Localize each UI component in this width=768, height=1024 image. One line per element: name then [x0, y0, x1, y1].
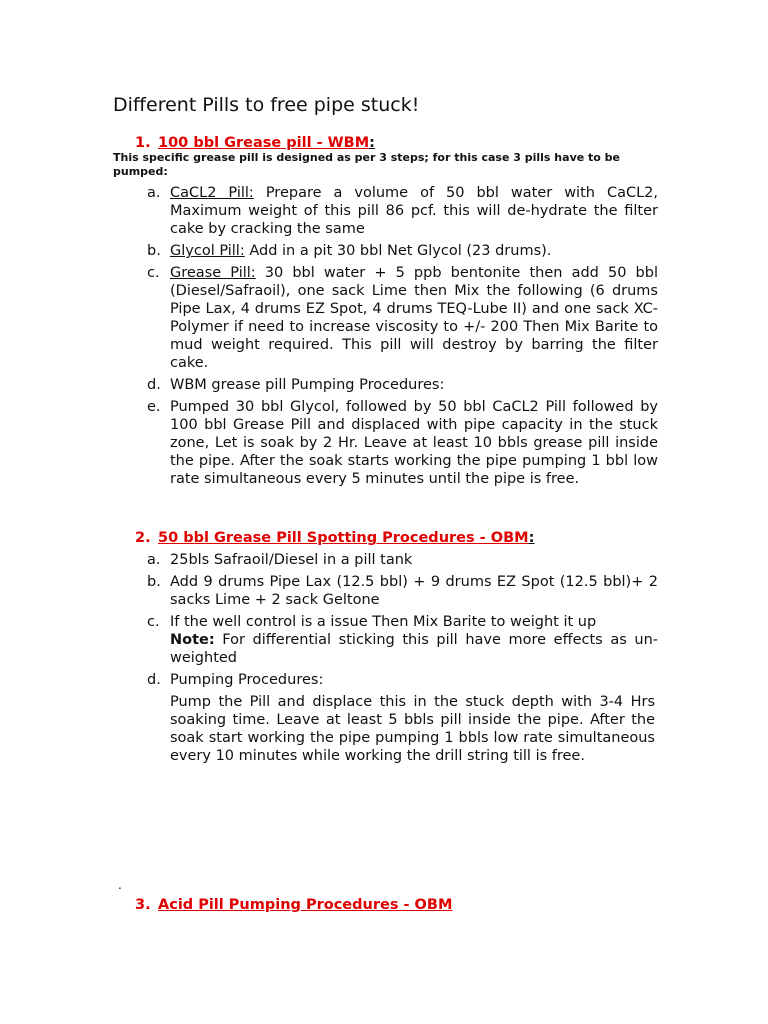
list-item	[113, 573, 658, 609]
list-item	[113, 613, 658, 667]
section-1-intro: This specific grease pill is designed as per 3 steps; for this case 3 pills have to be pumped:	[113, 151, 621, 178]
section-3-number: 3.	[135, 897, 151, 913]
item-text: Add 9 drums Pipe Lax (12.5 bbl) + 9 drums EZ Spot (12.5 bbl)+ 2 sacks Lime + 2 sack Geltone	[170, 574, 658, 608]
list-item	[113, 242, 658, 260]
section-1-number: 1.	[135, 135, 151, 151]
item-text: 30 bbl water + 5 ppb bentonite then add 50 bbl (Diesel/Safraoil), one sack Lime then Mix the following (6 drums Pipe Lax, 4 drums EZ Spot, 4 drums TEQ-Lube II) and one sack XC-Polymer if need to increase viscosity to +/- 200 Then Mix Barite to mud weight required. This pill will destroy by barring the filter cake.	[170, 265, 658, 371]
item-text: Prepare a volume of 50 bbl water with CaCL2, Maximum weight of this pill 86 pcf. this will de-hydrate the filter cake by cracking the same	[170, 185, 658, 237]
stray-mark: .	[118, 878, 122, 892]
list-marker: c.	[147, 265, 160, 281]
list-marker: e.	[147, 399, 161, 415]
section-1-colon: :	[369, 135, 375, 151]
item-text: WBM grease pill Pumping Procedures:	[170, 377, 445, 393]
list-item	[113, 184, 658, 238]
note-text: For differential sticking this pill have more effects as un-weighted	[170, 632, 658, 666]
item-text: 25bls Safraoil/Diesel in a pill tank	[170, 552, 413, 568]
list-marker: d.	[147, 377, 161, 393]
section-2-number: 2.	[135, 530, 151, 546]
list-marker: d.	[147, 672, 161, 688]
list-item	[113, 376, 658, 394]
list-item	[113, 398, 658, 488]
list-marker: a.	[147, 552, 161, 568]
item-text: If the well control is a issue Then Mix Barite to weight it up	[170, 614, 597, 630]
note-label: Note:	[170, 632, 215, 648]
list-marker: b.	[147, 243, 161, 259]
item-label: CaCL2 Pill:	[170, 185, 254, 201]
section-1-heading	[135, 133, 375, 153]
section-2-colon: :	[528, 530, 535, 546]
list-item	[113, 264, 658, 372]
list-item	[113, 671, 658, 689]
pumping-procedure-paragraph: Pump the Pill and displace this in the stuck depth with 3-4 Hrs soaking time. Leave at least 5 bbls pill inside the pipe. After the soak start working the pipe pumping 1 bbls low rate simultaneous every 10 minutes while working the drill string till is free.	[170, 694, 655, 764]
list-marker: c.	[147, 614, 160, 630]
list-marker: a.	[147, 185, 161, 201]
section-3-title: Acid Pill Pumping Procedures - OBM	[158, 897, 453, 913]
page-title: Different Pills to free pipe stuck!	[113, 94, 420, 116]
item-text: Pumped 30 bbl Glycol, followed by 50 bbl CaCL2 Pill followed by 100 bbl Grease Pill and displaced with pipe capacity in the stuck zone, Let is soak by 2 Hr. Leave at least 10 bbls grease pill inside the pipe. After the soak starts working the pipe pumping 1 bbl low rate simultaneous every 5 minutes until the pipe is free.	[170, 399, 658, 487]
section-2-title: 50 bbl Grease Pill Spotting Procedures - OBM	[158, 530, 529, 546]
section-2-list	[113, 551, 658, 693]
item-label: Grease Pill:	[170, 265, 256, 281]
list-item	[113, 551, 658, 569]
section-1-title: 100 bbl Grease pill - WBM	[158, 135, 370, 151]
section-2-heading	[135, 528, 534, 548]
item-text: Add in a pit 30 bbl Net Glycol (23 drums).	[244, 243, 552, 259]
section-1-list	[113, 184, 658, 492]
item-label: Glycol Pill:	[170, 243, 245, 259]
list-marker: b.	[147, 574, 161, 590]
item-text: Pumping Procedures:	[170, 672, 324, 688]
section-3-heading	[135, 895, 452, 915]
